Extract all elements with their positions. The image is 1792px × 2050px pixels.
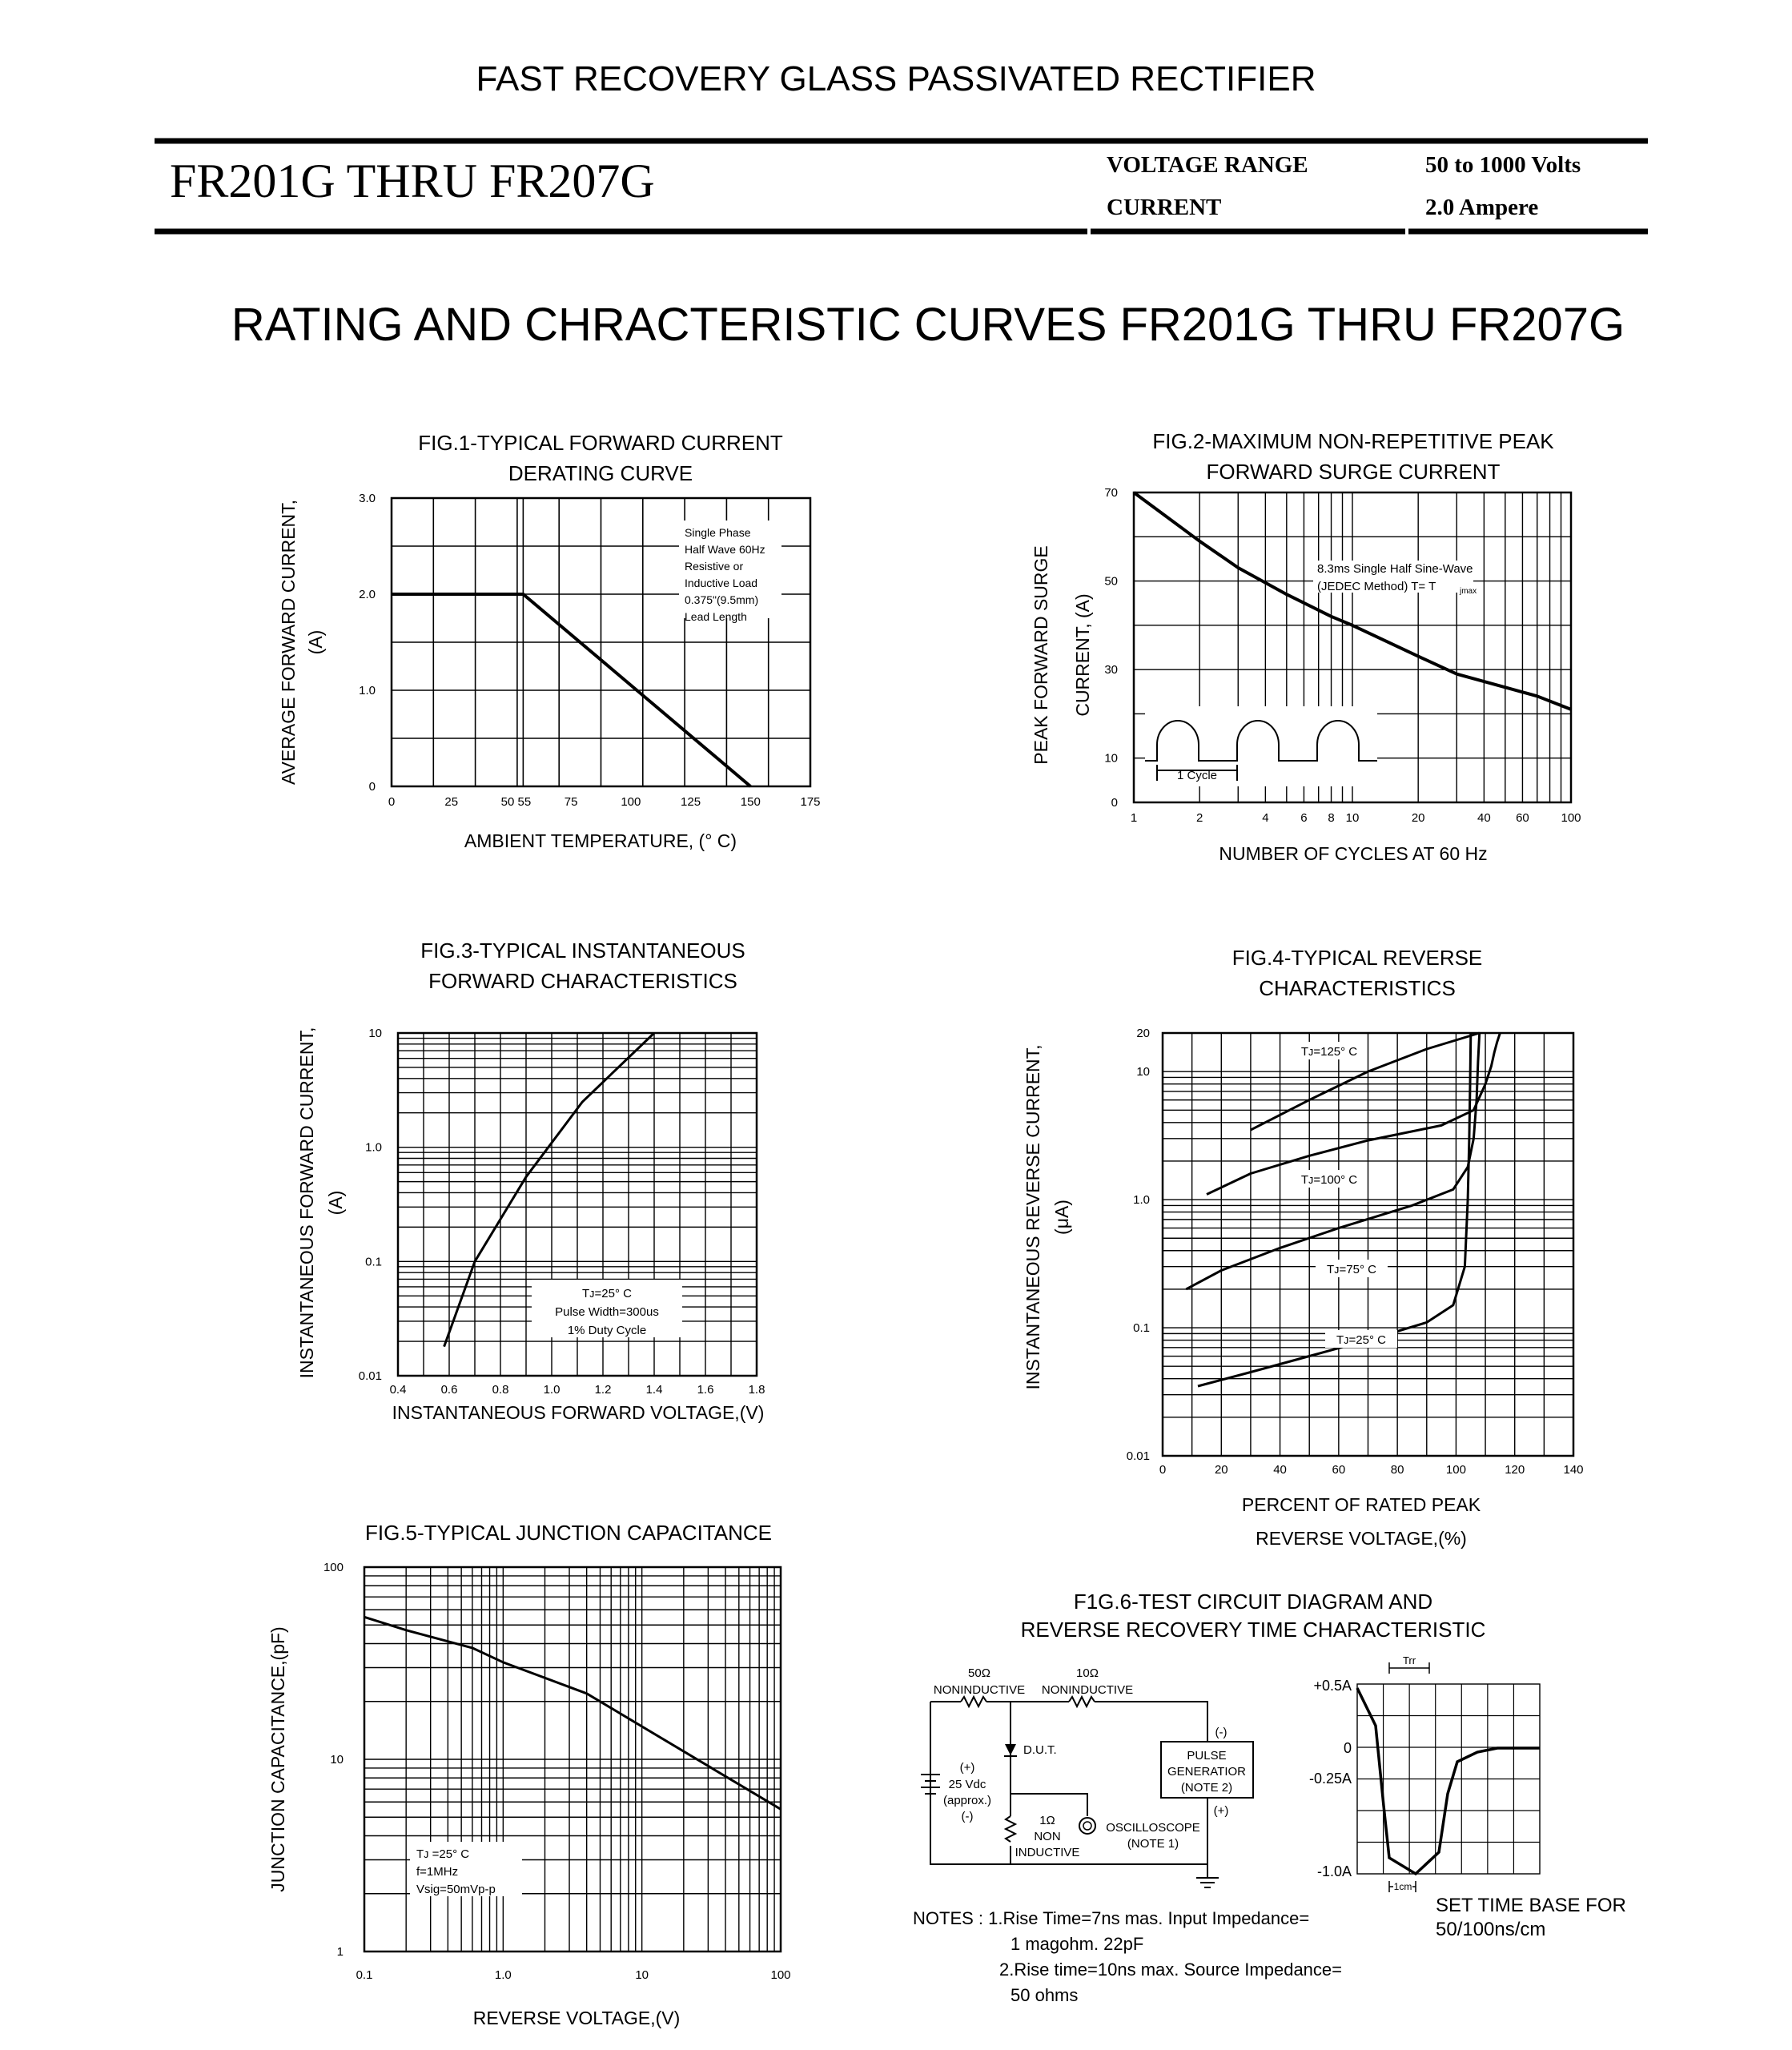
fig5-xtick-0: 0.1 [356,1968,373,1982]
fig3-xtick-7: 1.8 [748,1383,765,1397]
fig2-xtick-8: 60 [1516,811,1529,825]
fig3-ytick-3: 0.01 [358,1369,382,1383]
fig1-xtick-1: 25 [444,795,459,809]
fig6-wave-y-1: 0 [1343,1740,1352,1756]
fig5-ylabel-0: JUNCTION CAPACITANCE,(pF) [267,1626,288,1892]
fig4-label-2: Tᴊ=75° C [1327,1263,1376,1276]
fig6-oscilloscope-inner [1083,1822,1091,1830]
fig3-xtick-3: 1.0 [543,1383,561,1397]
fig6-pg-plus: (+) [1213,1804,1229,1818]
fig2-xtick-0: 1 [1130,811,1138,825]
fig5-ytick-1: 10 [330,1753,344,1767]
fig1-xtick-2: 50 55 [500,795,532,809]
fig6-pulse-label-1: GENERATIOR [1167,1765,1247,1779]
fig1-note-5: Lead Length [685,610,747,623]
fig5-note-1: f=1MHz [416,1865,459,1879]
fig6-pulse-label-2: (NOTE 2) [1180,1781,1233,1795]
fig6-r1-non: NON [1034,1830,1061,1843]
fig4-ylabel-1: (μA) [1051,1200,1072,1235]
fig6-battery-plus: (+) [959,1761,975,1775]
header-rules [155,141,1648,231]
fig2-xtick-9: 100 [1561,811,1581,825]
fig1-note-4: 0.375"(9.5mm) [685,593,759,606]
section-title: RATING AND CHRACTERISTIC CURVES FR201G THRU FR207G [231,299,1625,351]
fig6-waveform-panel [1309,1654,1626,1940]
fig2-xtick-4: 8 [1328,811,1335,825]
fig3-xtick-6: 1.6 [697,1383,714,1397]
fig6-wave-y-3: -1.0A [1316,1863,1352,1879]
fig2-note-2: jmax [1460,587,1477,596]
current-label: CURRENT [1107,195,1222,220]
fig6-note-1: 1 magohm. 22pF [1011,1934,1144,1954]
fig6-wave-y-0: +0.5A [1313,1678,1352,1694]
fig6-cm-label: 1cm [1393,1881,1412,1892]
fig5-xtick-2: 10 [635,1968,649,1982]
fig1-note-0: Single Phase [685,526,751,539]
fig5-series-0 [364,1617,781,1809]
fig6-r50-value: 50Ω [968,1666,990,1680]
fig4-xtick-6: 120 [1505,1463,1525,1477]
fig6-vdc-label: 25 Vdc [948,1778,986,1791]
fig6-waveform-grid [1357,1684,1540,1874]
fig1-ylabel-1: (A) [305,629,326,655]
fig3-chart [296,939,765,1423]
fig3-xtick-5: 1.4 [645,1383,663,1397]
fig1-xtick-5: 125 [681,795,701,809]
fig1-title-1: DERATING CURVE [508,461,693,485]
fig5-ytick-0: 100 [323,1561,344,1574]
fig1-xlabel: AMBIENT TEMPERATURE, (° C) [464,830,737,851]
fig3-ylabel-1: (A) [325,1190,346,1216]
fig5-xlabel: REVERSE VOLTAGE,(V) [472,2008,681,2028]
fig6-trr-label: Trr [1402,1654,1416,1666]
fig6-timebase-1: 50/100ns/cm [1436,1919,1546,1940]
fig1-ytick-3: 0 [368,780,376,794]
fig2-xlabel: NUMBER OF CYCLES AT 60 Hz [1219,843,1488,864]
fig4-ytick-4: 0.01 [1126,1449,1150,1463]
fig1-chart [278,431,821,851]
fig3-ytick-0: 10 [368,1027,382,1040]
fig2-title-0: FIG.2-MAXIMUM NON-REPETITIVE PEAK [1152,429,1554,453]
fig3-note-2: 1% Duty Cycle [567,1324,647,1337]
fig6-resistor-10 [1069,1697,1095,1706]
fig6-r10-value: 10Ω [1076,1666,1099,1680]
fig4-ytick-3: 0.1 [1133,1321,1150,1336]
fig1-xtick-3: 75 [564,795,578,809]
fig4-grid [1163,1033,1573,1456]
fig2-title-1: FORWARD SURGE CURRENT [1206,460,1501,484]
fig6-dut-label: D.U.T. [1023,1743,1057,1757]
fig3-title-0: FIG.3-TYPICAL INSTANTANEOUS [420,939,745,963]
fig4-ytick-0: 20 [1136,1027,1150,1040]
fig5-note-0: Tᴊ =25° C [416,1847,470,1861]
fig6-approx-label: (approx.) [942,1794,992,1807]
fig6-note-3: 50 ohms [1011,1985,1079,2005]
fig6-wire-dut [1011,1702,1087,1816]
fig4-title-1: CHARACTERISTICS [1259,976,1456,1000]
fig4-ylabel-0: INSTANTANEOUS REVERSE CURRENT, [1023,1044,1043,1390]
fig4-xtick-3: 60 [1332,1463,1346,1477]
fig2-ytick-4: 0 [1111,796,1118,810]
fig4-xtick-2: 40 [1273,1463,1287,1477]
fig2-xtick-2: 4 [1262,811,1269,825]
top-title: FAST RECOVERY GLASS PASSIVATED RECTIFIER [476,59,1316,98]
fig3-xtick-4: 1.2 [594,1383,612,1397]
fig6-r1-value: 1Ω [1039,1814,1055,1827]
fig6-wire-top-c [1095,1702,1207,1742]
fig1-xtick-7: 175 [800,795,821,809]
fig2-xtick-3: 6 [1300,811,1308,825]
fig4-ytick-1: 10 [1136,1065,1150,1079]
fig6-osc-label-1: (NOTE 1) [1127,1837,1179,1851]
fig2-xtick-6: 20 [1411,811,1425,825]
fig6-title-0: F1G.6-TEST CIRCUIT DIAGRAM AND [1073,1590,1433,1614]
fig1-title-0: FIG.1-TYPICAL FORWARD CURRENT [418,431,783,455]
fig2-note-1: (JEDEC Method) T= T [1317,580,1436,593]
fig6-pulse-label-0: PULSE [1187,1749,1227,1763]
fig1-xtick-0: 0 [388,795,396,809]
fig6-resistor-1 [1006,1816,1015,1842]
voltage-range-value: 50 to 1000 Volts [1425,152,1581,178]
fig1-xtick-4: 100 [621,795,641,809]
current-value: 2.0 Ampere [1425,195,1539,220]
fig6-battery-minus: (-) [961,1810,974,1823]
fig3-xlabel: INSTANTANEOUS FORWARD VOLTAGE,(V) [392,1402,765,1423]
fig1-xtick-6: 150 [740,795,761,809]
fig4-xtick-5: 100 [1445,1463,1466,1477]
fig4-label-0: Tᴊ=125° C [1300,1045,1358,1059]
fig2-xtick-1: 2 [1196,811,1203,825]
fig6-osc-label-0: OSCILLOSCOPE [1106,1821,1200,1835]
fig2-ylabel-1: CURRENT, (A) [1072,593,1093,717]
fig2-xtick-5: 10 [1345,811,1360,825]
fig3-note-1: Pulse Width=300us [555,1305,659,1319]
fig4-xtick-7: 140 [1563,1463,1584,1477]
fig4-xtick-1: 20 [1214,1463,1228,1477]
fig4-xtick-4: 80 [1390,1463,1404,1477]
fig2-ytick-0: 70 [1104,486,1118,500]
fig6-timebase-0: SET TIME BASE FOR [1436,1895,1626,1916]
fig1-ytick-1: 2.0 [359,588,376,601]
fig2-note-0: 8.3ms Single Half Sine-Wave [1317,562,1473,576]
voltage-range-label: VOLTAGE RANGE [1107,152,1308,178]
fig6-r10-type: NONINDUCTIVE [1041,1683,1134,1697]
fig3-ylabel-0: INSTANTANEOUS FORWARD CURRENT, [296,1027,317,1379]
fig4-chart [1023,946,1584,1549]
fig1-note-3: Inductive Load [685,577,758,589]
fig3-title-1: FORWARD CHARACTERISTICS [428,969,737,993]
fig6-title-1: REVERSE RECOVERY TIME CHARACTERISTIC [1020,1618,1486,1642]
fig5-chart [267,1521,791,2028]
fig5-xtick-3: 100 [770,1968,791,1982]
fig3-ytick-1: 1.0 [365,1140,382,1155]
fig5-note-2: Vsig=50mVp-p [416,1883,496,1896]
fig4-xlabel-0: PERCENT OF RATED PEAK [1241,1494,1481,1515]
fig1-ytick-2: 1.0 [359,684,376,697]
fig1-note-1: Half Wave 60Hz [685,543,765,556]
fig1-note-2: Resistive or [685,560,744,573]
fig1-ylabel-0: AVERAGE FORWARD CURRENT, [278,499,299,786]
fig3-xtick-2: 0.8 [492,1383,509,1397]
fig6-r1-inductive: INDUCTIVE [1015,1846,1080,1859]
fig3-note-0: Tᴊ=25° C [582,1287,632,1300]
fig5-title-0: FIG.5-TYPICAL JUNCTION CAPACITANCE [364,1521,773,1545]
fig2-xtick-7: 40 [1477,811,1491,825]
fig4-label-1: Tᴊ=100° C [1300,1173,1358,1187]
fig4-ytick-2: 1.0 [1133,1193,1150,1208]
fig6-note-2: 2.Rise time=10ns max. Source Impedance= [999,1960,1343,1980]
fig2-ytick-3: 10 [1104,751,1118,766]
fig2-ytick-2: 30 [1104,663,1118,677]
fig2-inset-label: 1 Cycle [1176,769,1218,782]
fig6-diode-symbol [1005,1744,1016,1755]
fig5-ytick-2: 1 [336,1945,344,1959]
fig6-note-0: NOTES : 1.Rise Time=7ns mas. Input Impedance= [913,1908,1310,1928]
fig6-oscilloscope-symbol [1079,1818,1095,1834]
fig4-title-0: FIG.4-TYPICAL REVERSE [1231,946,1483,970]
fig6-pg-minus: (-) [1215,1726,1227,1739]
fig4-xlabel-1: REVERSE VOLTAGE,(%) [1256,1528,1467,1549]
fig5-xtick-1: 1.0 [494,1968,512,1982]
fig1-ytick-0: 3.0 [359,492,376,505]
fig6-circuit [913,1590,1626,2005]
fig6-ground-symbol [1196,1878,1219,1887]
fig2-ytick-1: 50 [1104,574,1118,589]
fig4-xtick-0: 0 [1159,1463,1167,1477]
fig6-r50-type: NONINDUCTIVE [933,1683,1026,1697]
fig2-ylabel-0: PEAK FORWARD SURGE [1031,545,1051,765]
fig3-xtick-0: 0.4 [389,1383,407,1397]
fig3-ytick-2: 0.1 [365,1255,382,1269]
fig3-xtick-1: 0.6 [440,1383,458,1397]
fig4-label-3: Tᴊ=25° C [1336,1333,1386,1347]
fig6-resistor-50 [961,1697,986,1706]
fig6-wave-y-2: -0.25A [1308,1771,1352,1787]
fig2-chart [1031,429,1581,864]
part-range-title: FR201G THRU FR207G [170,155,655,207]
